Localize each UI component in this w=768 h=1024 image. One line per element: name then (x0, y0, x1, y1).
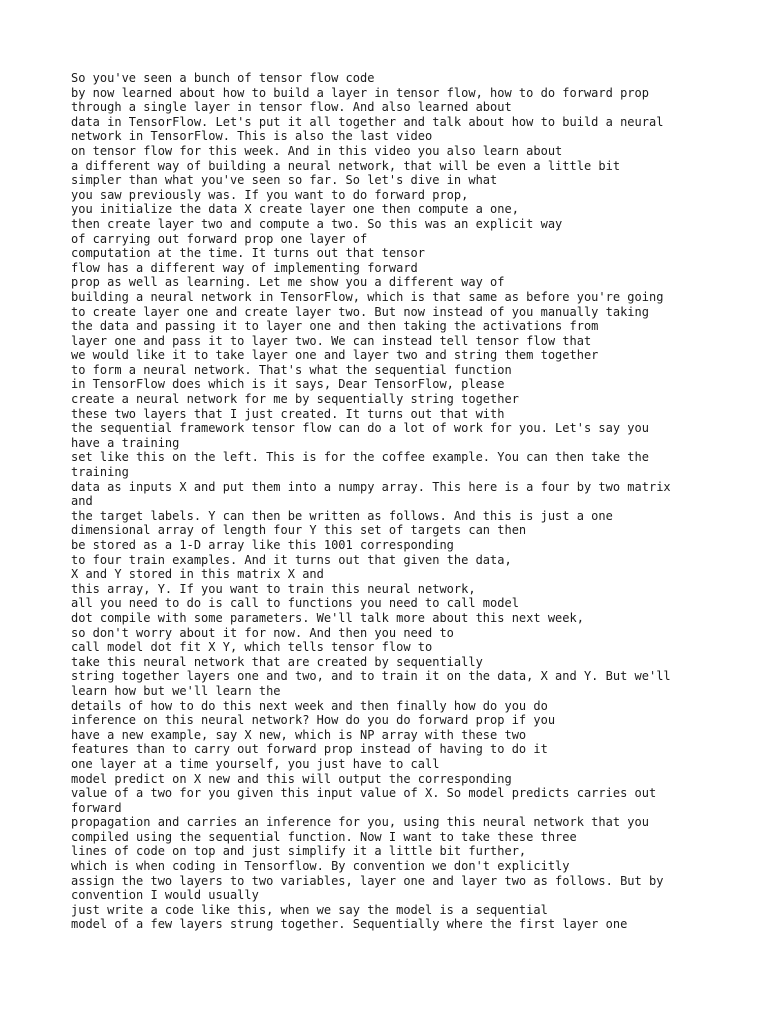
transcript-line: data as inputs X and put them into a numpy array. This here is a four by two matrix (71, 479, 671, 494)
transcript-line: you initialize the data X create layer one then compute a one, (71, 202, 519, 217)
transcript-line: we would like it to take layer one and layer two and string them together (71, 348, 599, 363)
transcript-line: dot compile with some parameters. We'll talk more about this next week, (71, 610, 584, 625)
transcript-line: the data and passing it to layer one and then taking the activations from (71, 319, 599, 334)
transcript-line: X and Y stored in this matrix X and (71, 567, 324, 582)
transcript-line: model predict on X new and this will output the corresponding (71, 771, 512, 786)
transcript-line: prop as well as learning. Let me show you a different way of (71, 275, 505, 290)
transcript-line: in TensorFlow does which is it says, Dear TensorFlow, please (71, 377, 505, 392)
transcript-line: which is when coding in Tensorflow. By convention we don't explicitly (71, 859, 570, 874)
transcript-line: have a training (71, 435, 180, 450)
transcript-line: to four train examples. And it turns out that given the data, (71, 552, 512, 567)
transcript-line: just write a code like this, when we say the model is a sequential (71, 902, 548, 917)
transcript-line: to form a neural network. That's what the sequential function (71, 362, 512, 377)
transcript-line: data in TensorFlow. Let's put it all together and talk about how to build a neural (71, 114, 664, 129)
transcript-text (71, 71, 711, 932)
transcript-line: the sequential framework tensor flow can do a lot of work for you. Let's say you (71, 421, 649, 436)
transcript-line: dimensional array of length four Y this set of targets can then (71, 523, 527, 538)
transcript-line: flow has a different way of implementing forward (71, 260, 418, 275)
transcript-line: forward (71, 800, 122, 815)
transcript-line: through a single layer in tensor flow. And also learned about (71, 100, 512, 115)
transcript-line: be stored as a 1-D array like this 1001 corresponding (71, 538, 454, 552)
transcript-line: this array, Y. If you want to train this neural network, (71, 581, 476, 596)
transcript-line: on tensor flow for this week. And in this video you also learn about (71, 143, 563, 158)
transcript-line: inference on this neural network? How do you do forward prop if you (71, 713, 556, 728)
transcript-line: a different way of building a neural network, that will be even a little bit (71, 158, 621, 173)
transcript-line: so don't worry about it for now. And then you need to (71, 625, 454, 640)
transcript-line: training (71, 465, 129, 480)
transcript-line: then create layer two and compute a two. So this was an explicit way (71, 216, 563, 231)
transcript-line: features than to carry out forward prop instead of having to do it (71, 742, 548, 757)
transcript-line: value of a two for you given this input value of X. So model predicts carries out (71, 786, 657, 801)
transcript-line: and (71, 494, 93, 509)
transcript-line: to create layer one and create layer two. But now instead of you manually taking (71, 304, 649, 319)
transcript-line: all you need to do is call to functions you need to call model (71, 596, 519, 611)
transcript-line: simpler than what you've seen so far. So let's dive in what (71, 173, 498, 188)
transcript-line: propagation and carries an inference for you, using this neural network that you (71, 815, 649, 830)
transcript-line: network in TensorFlow. This is also the last video (71, 129, 433, 144)
transcript-line: these two layers that I just created. It turns out that with (71, 406, 505, 421)
transcript-line: learn how but we'll learn the (71, 683, 281, 698)
transcript-line: compiled using the sequential function. Now I want to take these three (71, 829, 577, 844)
transcript-line: by now learned about how to build a layer in tensor flow, how to do forward prop (71, 85, 649, 100)
transcript-line: building a neural network in TensorFlow, which is that same as before you're going (71, 289, 664, 304)
transcript-line: have a new example, say X new, which is NP array with these two (71, 727, 527, 742)
transcript-line: set like this on the left. This is for the coffee example. You can then take the (71, 450, 649, 465)
transcript-line: take this neural network that are created by sequentially (71, 654, 483, 669)
transcript-line: one layer at a time yourself, you just have to call (71, 756, 440, 771)
transcript-line: convention I would usually (71, 888, 259, 903)
transcript-line: you saw previously was. If you want to do forward prop, (71, 187, 469, 202)
transcript-line: string together layers one and two, and to train it on the data, X and Y. But we'll (71, 669, 671, 684)
transcript-line: computation at the time. It turns out that tensor (71, 246, 426, 261)
transcript-line: of carrying out forward prop one layer of (71, 231, 368, 246)
transcript-line: lines of code on top and just simplify it a little bit further, (71, 844, 527, 859)
transcript-line: the target labels. Y can then be written as follows. And this is just a one (71, 508, 613, 523)
transcript-line: details of how to do this next week and then finally how do you do (71, 698, 548, 713)
transcript-line: create a neural network for me by sequentially string together (71, 392, 519, 407)
transcript-line: call model dot fit X Y, which tells tensor flow to (71, 640, 433, 655)
transcript-line: layer one and pass it to layer two. We can instead tell tensor flow that (71, 333, 592, 348)
transcript-line: model of a few layers strung together. Sequentially where the first layer one (71, 917, 628, 932)
transcript-line: So you've seen a bunch of tensor flow code (71, 71, 375, 85)
transcript-line: assign the two layers to two variables, layer one and layer two as follows. But by (71, 873, 664, 888)
